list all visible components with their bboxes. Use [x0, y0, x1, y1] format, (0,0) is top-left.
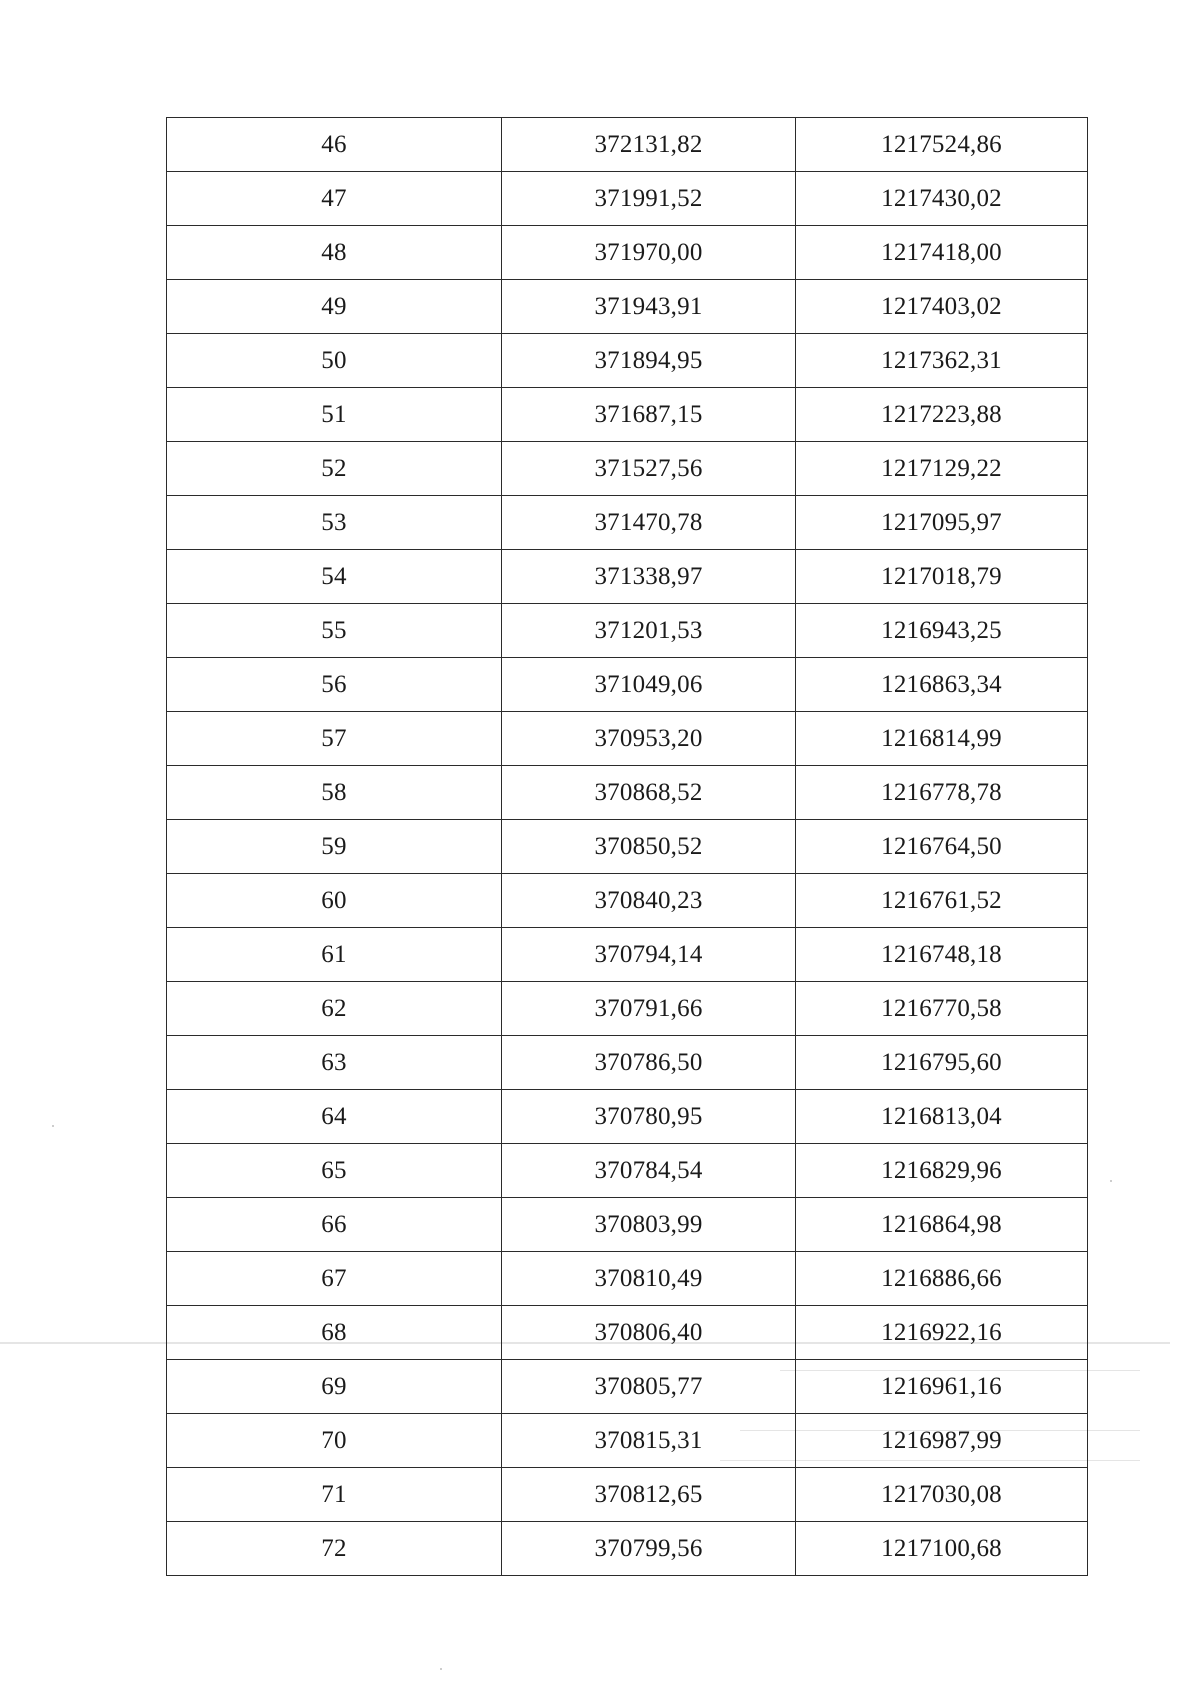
table-row [167, 1306, 1088, 1360]
x-coordinate-cell: 370805,77 [502, 1360, 796, 1414]
x-coordinate-cell: 370799,56 [502, 1522, 796, 1576]
x-coordinate-cell: 371991,52 [502, 172, 796, 226]
y-coordinate-cell: 1216764,50 [796, 820, 1088, 874]
y-coordinate-cell: 1217018,79 [796, 550, 1088, 604]
y-coordinate-cell: 1216814,99 [796, 712, 1088, 766]
x-coordinate-cell: 371894,95 [502, 334, 796, 388]
table-row [167, 712, 1088, 766]
x-coordinate-cell: 371338,97 [502, 550, 796, 604]
x-coordinate-cell: 370850,52 [502, 820, 796, 874]
y-coordinate-cell: 1216943,25 [796, 604, 1088, 658]
point-number-cell: 64 [167, 1090, 502, 1144]
x-coordinate-cell: 370815,31 [502, 1414, 796, 1468]
table-row [167, 280, 1088, 334]
x-coordinate-cell: 370786,50 [502, 1036, 796, 1090]
table-row [167, 1144, 1088, 1198]
table-row [167, 172, 1088, 226]
x-coordinate-cell: 371201,53 [502, 604, 796, 658]
x-coordinate-cell: 371943,91 [502, 280, 796, 334]
table-row [167, 874, 1088, 928]
point-number-cell: 71 [167, 1468, 502, 1522]
point-number-cell: 52 [167, 442, 502, 496]
x-coordinate-cell: 371527,56 [502, 442, 796, 496]
y-coordinate-cell: 1217095,97 [796, 496, 1088, 550]
table-row [167, 118, 1088, 172]
point-number-cell: 58 [167, 766, 502, 820]
y-coordinate-cell: 1216863,34 [796, 658, 1088, 712]
y-coordinate-cell: 1216770,58 [796, 982, 1088, 1036]
y-coordinate-cell: 1216813,04 [796, 1090, 1088, 1144]
x-coordinate-cell: 370953,20 [502, 712, 796, 766]
point-number-cell: 51 [167, 388, 502, 442]
x-coordinate-cell: 370794,14 [502, 928, 796, 982]
point-number-cell: 55 [167, 604, 502, 658]
point-number-cell: 72 [167, 1522, 502, 1576]
table-row [167, 1360, 1088, 1414]
x-coordinate-cell: 370810,49 [502, 1252, 796, 1306]
y-coordinate-cell: 1216829,96 [796, 1144, 1088, 1198]
point-number-cell: 49 [167, 280, 502, 334]
table-row [167, 550, 1088, 604]
point-number-cell: 68 [167, 1306, 502, 1360]
point-number-cell: 53 [167, 496, 502, 550]
point-number-cell: 61 [167, 928, 502, 982]
point-number-cell: 63 [167, 1036, 502, 1090]
table-row [167, 1036, 1088, 1090]
x-coordinate-cell: 370791,66 [502, 982, 796, 1036]
x-coordinate-cell: 370868,52 [502, 766, 796, 820]
x-coordinate-cell: 370806,40 [502, 1306, 796, 1360]
point-number-cell: 60 [167, 874, 502, 928]
x-coordinate-cell: 371687,15 [502, 388, 796, 442]
table-row [167, 658, 1088, 712]
y-coordinate-cell: 1217129,22 [796, 442, 1088, 496]
y-coordinate-cell: 1217430,02 [796, 172, 1088, 226]
x-coordinate-cell: 370812,65 [502, 1468, 796, 1522]
point-number-cell: 47 [167, 172, 502, 226]
table-row [167, 226, 1088, 280]
point-number-cell: 50 [167, 334, 502, 388]
y-coordinate-cell: 1216795,60 [796, 1036, 1088, 1090]
y-coordinate-cell: 1216987,99 [796, 1414, 1088, 1468]
y-coordinate-cell: 1217403,02 [796, 280, 1088, 334]
y-coordinate-cell: 1217418,00 [796, 226, 1088, 280]
y-coordinate-cell: 1216886,66 [796, 1252, 1088, 1306]
y-coordinate-cell: 1217524,86 [796, 118, 1088, 172]
point-number-cell: 70 [167, 1414, 502, 1468]
y-coordinate-cell: 1216922,16 [796, 1306, 1088, 1360]
table-row [167, 1522, 1088, 1576]
table-row [167, 442, 1088, 496]
point-number-cell: 54 [167, 550, 502, 604]
x-coordinate-cell: 370840,23 [502, 874, 796, 928]
table-row [167, 982, 1088, 1036]
point-number-cell: 48 [167, 226, 502, 280]
y-coordinate-cell: 1217100,68 [796, 1522, 1088, 1576]
y-coordinate-cell: 1217030,08 [796, 1468, 1088, 1522]
scan-speck [440, 1668, 442, 1670]
table-row [167, 604, 1088, 658]
table-row [167, 1252, 1088, 1306]
scan-speck [52, 1125, 54, 1127]
y-coordinate-cell: 1216778,78 [796, 766, 1088, 820]
point-number-cell: 67 [167, 1252, 502, 1306]
x-coordinate-cell: 370803,99 [502, 1198, 796, 1252]
table-row [167, 766, 1088, 820]
y-coordinate-cell: 1216961,16 [796, 1360, 1088, 1414]
point-number-cell: 46 [167, 118, 502, 172]
table-row [167, 1198, 1088, 1252]
table-row [167, 820, 1088, 874]
table-row [167, 1414, 1088, 1468]
table-row [167, 334, 1088, 388]
coordinates-table-body [167, 118, 1088, 1576]
x-coordinate-cell: 371470,78 [502, 496, 796, 550]
coordinates-table [166, 117, 1088, 1576]
point-number-cell: 65 [167, 1144, 502, 1198]
x-coordinate-cell: 371970,00 [502, 226, 796, 280]
table-row [167, 388, 1088, 442]
table-row [167, 1468, 1088, 1522]
scan-speck [1110, 1180, 1112, 1182]
point-number-cell: 57 [167, 712, 502, 766]
x-coordinate-cell: 370780,95 [502, 1090, 796, 1144]
y-coordinate-cell: 1216748,18 [796, 928, 1088, 982]
point-number-cell: 66 [167, 1198, 502, 1252]
table-row [167, 1090, 1088, 1144]
x-coordinate-cell: 370784,54 [502, 1144, 796, 1198]
point-number-cell: 56 [167, 658, 502, 712]
y-coordinate-cell: 1217223,88 [796, 388, 1088, 442]
y-coordinate-cell: 1217362,31 [796, 334, 1088, 388]
point-number-cell: 59 [167, 820, 502, 874]
y-coordinate-cell: 1216864,98 [796, 1198, 1088, 1252]
y-coordinate-cell: 1216761,52 [796, 874, 1088, 928]
x-coordinate-cell: 371049,06 [502, 658, 796, 712]
table-row [167, 928, 1088, 982]
point-number-cell: 62 [167, 982, 502, 1036]
table-row [167, 496, 1088, 550]
point-number-cell: 69 [167, 1360, 502, 1414]
x-coordinate-cell: 372131,82 [502, 118, 796, 172]
